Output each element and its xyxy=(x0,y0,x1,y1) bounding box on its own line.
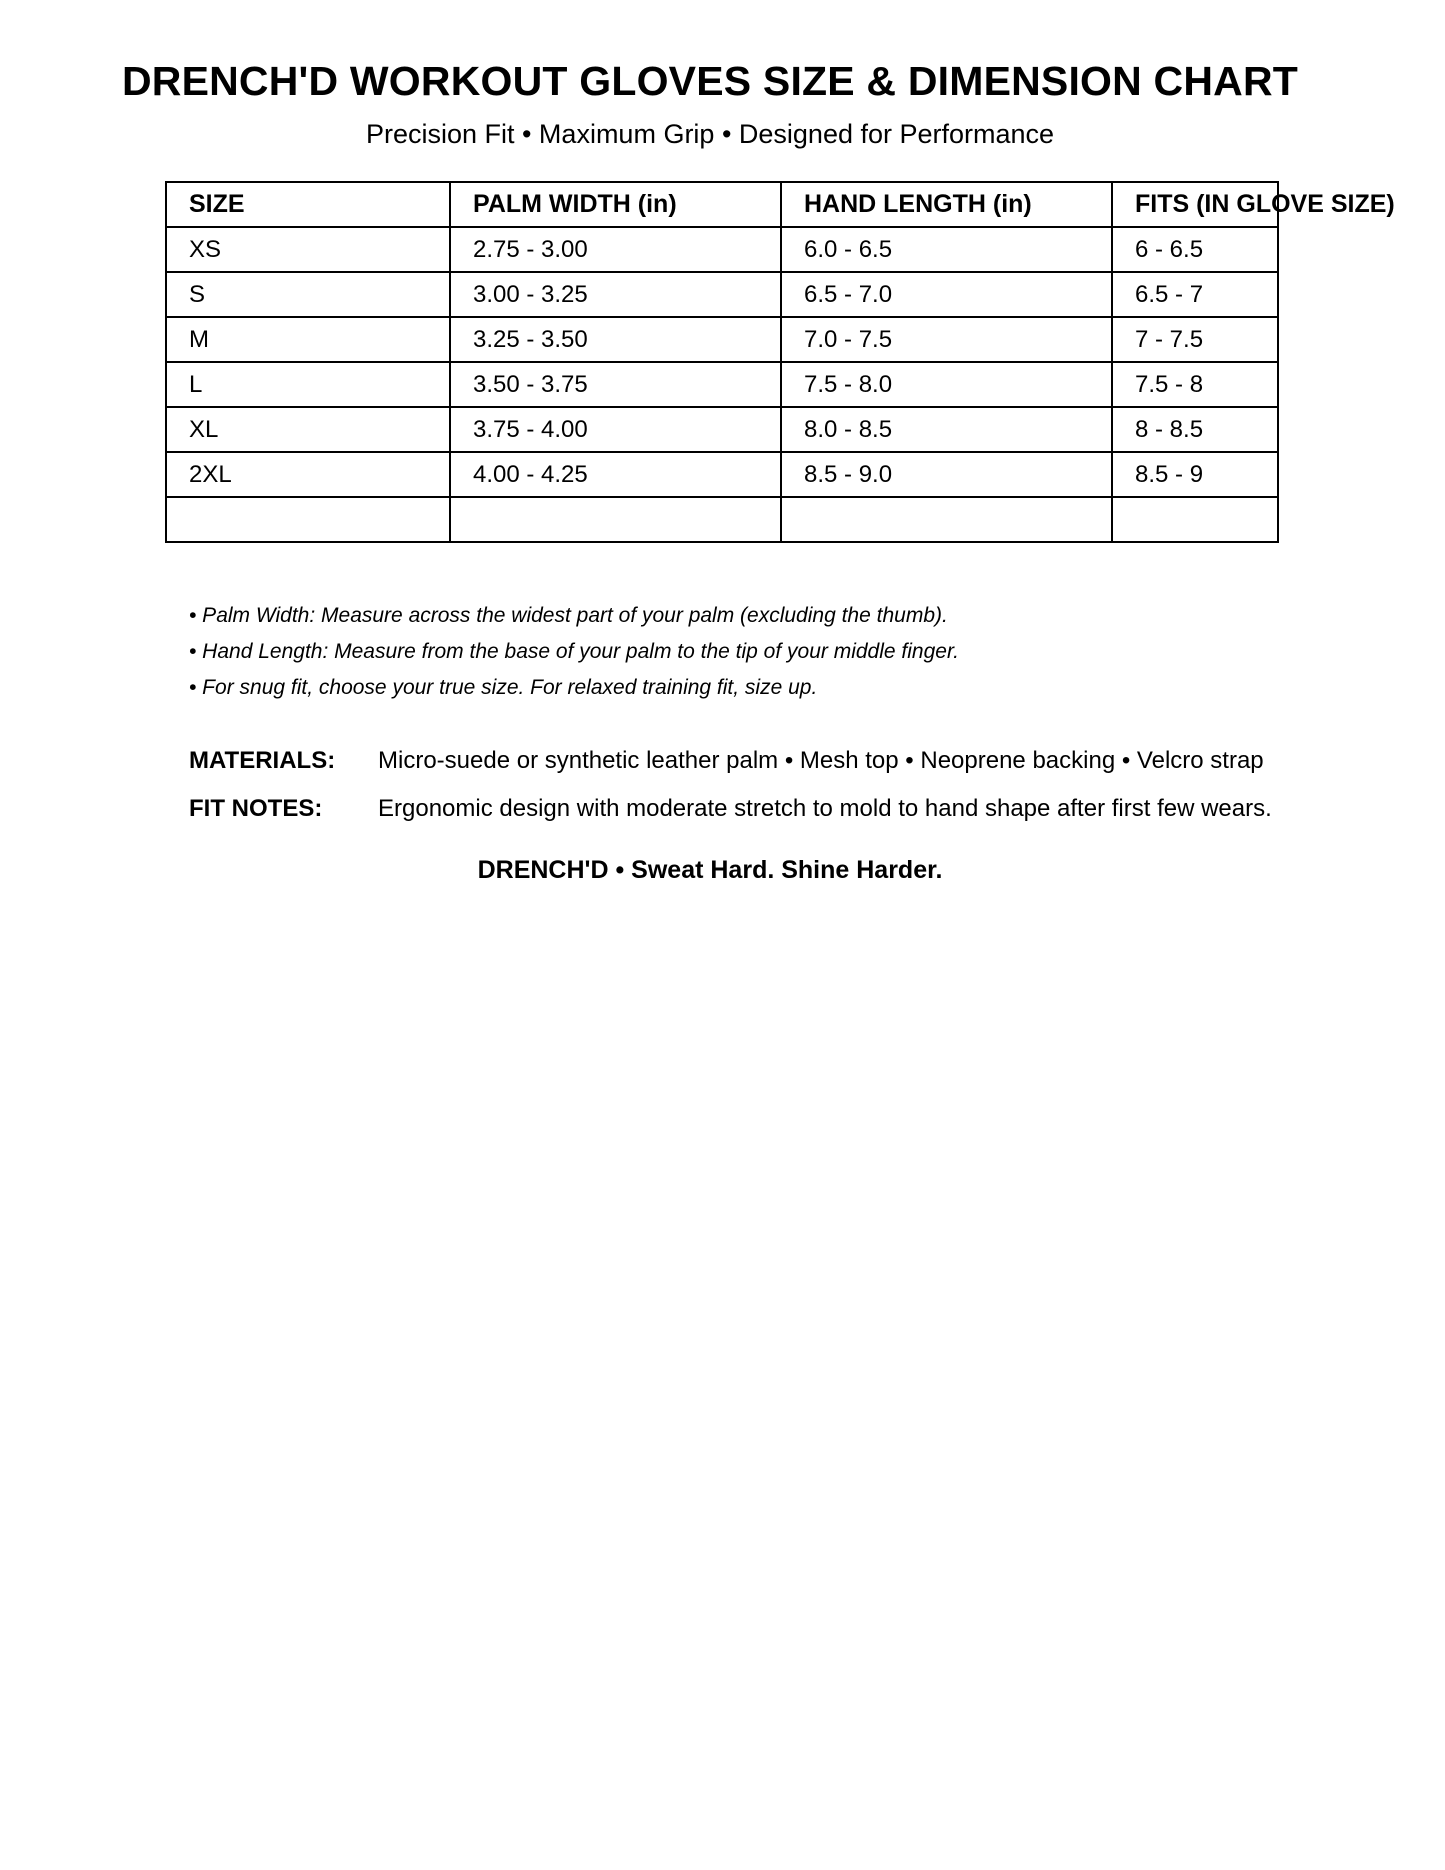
cell-palm-width: 3.00 - 3.25 xyxy=(450,272,781,317)
note-palm-width: • Palm Width: Measure across the widest part of your palm (excluding the thumb). xyxy=(189,604,948,627)
cell-size: XL xyxy=(166,407,450,452)
cell-hand-length: 7.5 - 8.0 xyxy=(781,362,1112,407)
cell-hand-length: 6.5 - 7.0 xyxy=(781,272,1112,317)
cell-hand-length: 8.5 - 9.0 xyxy=(781,452,1112,497)
size-table xyxy=(165,181,1395,543)
cell-size: XS xyxy=(166,227,450,272)
brand-tagline: DRENCH'D • Sweat Hard. Shine Harder. xyxy=(477,856,943,884)
cell-fits: 8.5 - 9 xyxy=(1112,452,1278,497)
header-size: SIZE xyxy=(166,182,450,227)
table-row xyxy=(166,227,1278,272)
table-row xyxy=(166,272,1278,317)
header-fits-label: FITS (IN GLOVE SIZE) xyxy=(1135,190,1395,218)
size-table-container xyxy=(165,181,1395,543)
table-row xyxy=(166,362,1278,407)
cell-fits: 7.5 - 8 xyxy=(1112,362,1278,407)
cell-fits: 6 - 6.5 xyxy=(1112,227,1278,272)
cell-fits: 7 - 7.5 xyxy=(1112,317,1278,362)
cell-hand-length: 7.0 - 7.5 xyxy=(781,317,1112,362)
cell-palm-width: 3.50 - 3.75 xyxy=(450,362,781,407)
cell-fits: 8 - 8.5 xyxy=(1112,407,1278,452)
page-title: DRENCH'D WORKOUT GLOVES SIZE & DIMENSION CHART xyxy=(121,58,1299,104)
table-row xyxy=(166,452,1278,497)
materials-label: MATERIALS: xyxy=(189,747,336,774)
cell-hand-length: 6.0 - 6.5 xyxy=(781,227,1112,272)
fit-notes-label: FIT NOTES: xyxy=(189,795,323,822)
note-fit-advice: • For snug fit, choose your true size. For relaxed training fit, size up. xyxy=(189,676,818,699)
table-row xyxy=(166,317,1278,362)
cell-palm-width: 2.75 - 3.00 xyxy=(450,227,781,272)
header-hand-length: HAND LENGTH (in) xyxy=(781,182,1112,227)
cell-fits xyxy=(1112,497,1278,542)
cell-hand-length: 8.0 - 8.5 xyxy=(781,407,1112,452)
measurement-notes xyxy=(189,598,959,706)
materials-value: Micro-suede or synthetic leather palm • Mesh top • Neoprene backing • Velcro strap xyxy=(378,747,1264,774)
product-specs xyxy=(189,737,1272,833)
materials-row xyxy=(189,737,1272,785)
cell-size: 2XL xyxy=(166,452,450,497)
note-hand-length: • Hand Length: Measure from the base of your palm to the tip of your middle finger. xyxy=(189,640,959,663)
cell-palm-width: 4.00 - 4.25 xyxy=(450,452,781,497)
cell-palm-width: 3.75 - 4.00 xyxy=(450,407,781,452)
table-row xyxy=(166,407,1278,452)
header-palm-width: PALM WIDTH (in) xyxy=(450,182,781,227)
cell-size: M xyxy=(166,317,450,362)
cell-size xyxy=(166,497,450,542)
table-header-row xyxy=(166,182,1278,227)
cell-palm-width: 3.25 - 3.50 xyxy=(450,317,781,362)
fit-notes-value: Ergonomic design with moderate stretch to mold to hand shape after first few wears. xyxy=(378,795,1272,822)
cell-fits: 6.5 - 7 xyxy=(1112,272,1278,317)
cell-hand-length xyxy=(781,497,1112,542)
fit-notes-row xyxy=(189,785,1272,833)
cell-size: L xyxy=(166,362,450,407)
header-fits xyxy=(1112,182,1395,227)
cell-palm-width xyxy=(450,497,781,542)
page-subtitle: Precision Fit • Maximum Grip • Designed for Performance xyxy=(365,119,1055,149)
table-row-empty xyxy=(166,497,1278,542)
cell-size: S xyxy=(166,272,450,317)
